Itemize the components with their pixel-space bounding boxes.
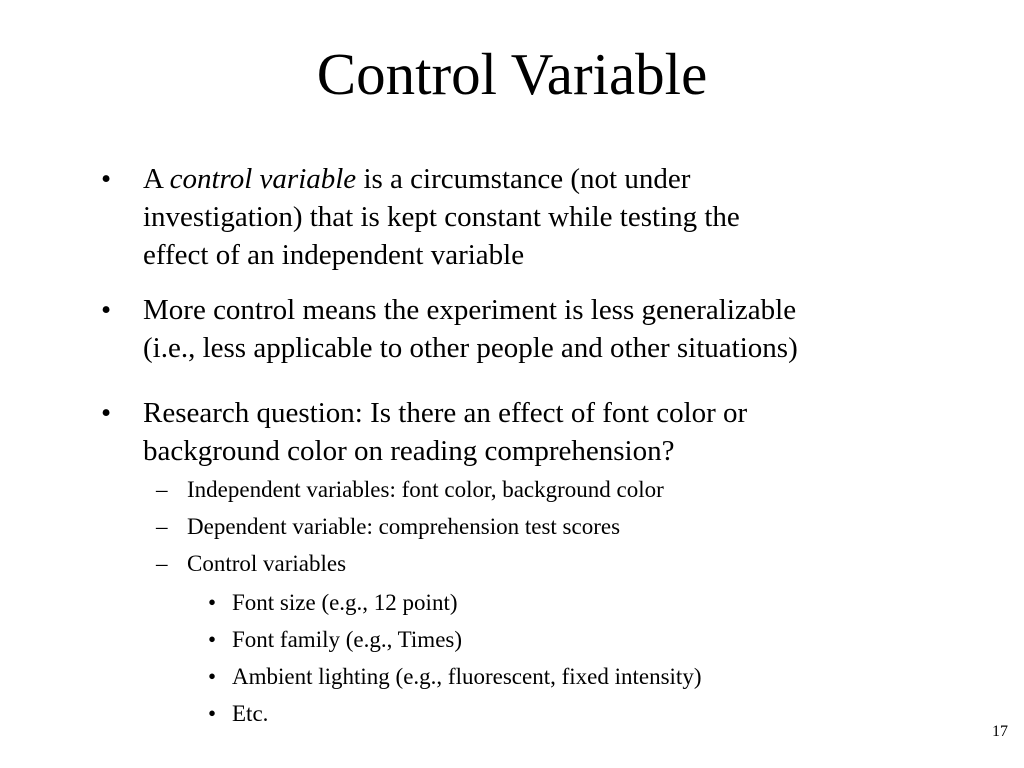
bullet-marker: • xyxy=(208,664,217,689)
bullet-prefix: A xyxy=(143,163,170,195)
dash-marker: – xyxy=(156,477,168,502)
bullet-text xyxy=(143,160,923,274)
bullet-text xyxy=(143,291,923,367)
bullet-line: Research question: Is there an effect of font color or xyxy=(143,397,748,429)
page-number: 17 xyxy=(992,723,1008,740)
bullet-marker: • xyxy=(208,590,217,615)
control-item-text: Font size (e.g., 12 point) xyxy=(232,590,458,615)
bullet-marker: • xyxy=(101,294,112,326)
bullet-text xyxy=(143,394,923,470)
bullet-line: effect of an independent variable xyxy=(143,239,525,271)
sub-item-text: Independent variables: font color, background color xyxy=(187,477,664,502)
control-item-text: Etc. xyxy=(232,701,269,726)
emphasized-term: control variable xyxy=(169,163,357,195)
control-item-text: Font family (e.g., Times) xyxy=(232,627,463,652)
dash-marker: – xyxy=(156,551,168,576)
sub-item-text: Control variables xyxy=(187,551,347,576)
slide-title: Control Variable xyxy=(316,41,708,107)
dash-marker: – xyxy=(156,514,168,539)
bullet-line: More control means the experiment is less generalizable xyxy=(143,294,797,326)
bullet-line-rest: is a circumstance (not under xyxy=(356,163,691,195)
bullet-line: investigation) that is kept constant while testing the xyxy=(143,201,740,233)
sub-item-text: Dependent variable: comprehension test scores xyxy=(187,514,621,539)
bullet-line: (i.e., less applicable to other people and other situations) xyxy=(143,332,798,364)
bullet-line: background color on reading comprehension? xyxy=(143,435,675,467)
bullet-line xyxy=(143,160,923,198)
control-item-text: Ambient lighting (e.g., fluorescent, fixed intensity) xyxy=(232,664,702,689)
bullet-marker: • xyxy=(101,397,112,429)
bullet-marker: • xyxy=(101,163,112,195)
bullet-marker: • xyxy=(208,701,217,726)
bullet-marker: • xyxy=(208,627,217,652)
